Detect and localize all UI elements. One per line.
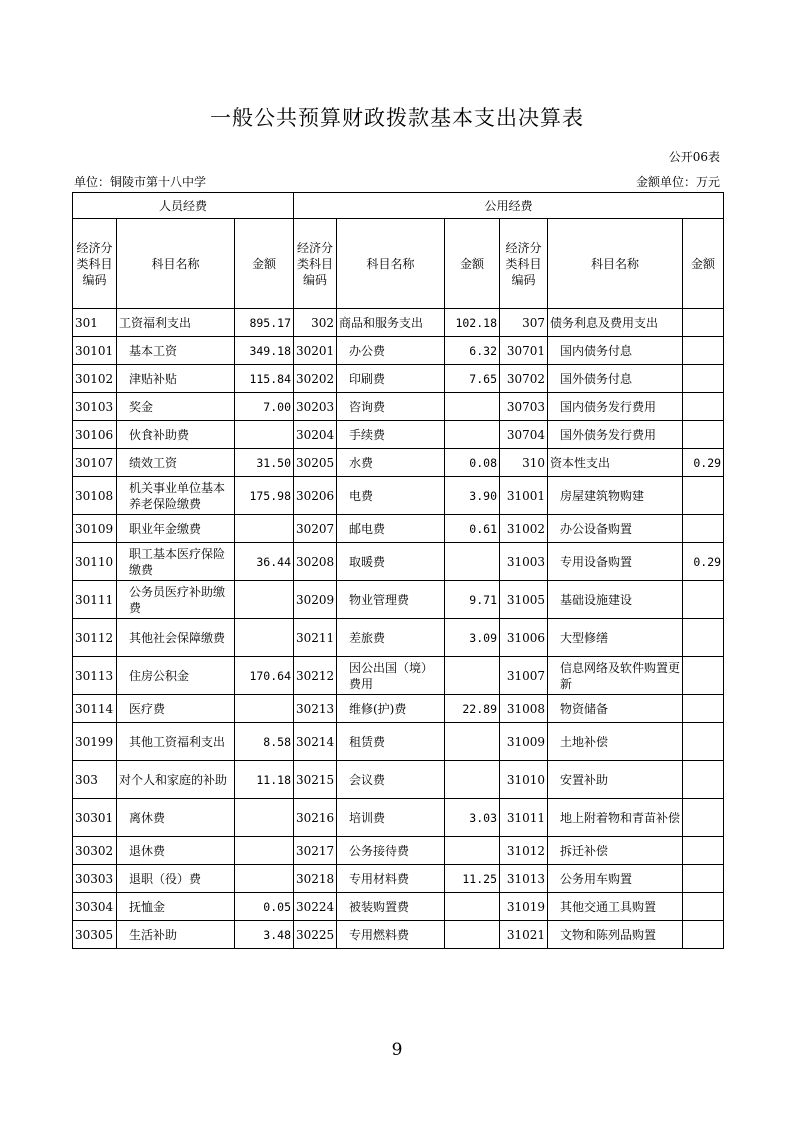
cell-code: 31003 xyxy=(500,543,548,581)
cell-amount xyxy=(235,865,294,893)
cell-name: 大型修缮 xyxy=(548,619,683,657)
cell-amount xyxy=(235,581,294,619)
cell-code: 31001 xyxy=(500,477,548,515)
cell-amount xyxy=(683,337,724,365)
cell-code: 30208 xyxy=(294,543,337,581)
cell-amount xyxy=(683,515,724,543)
cell-amount xyxy=(683,865,724,893)
cell-amount: 170.64 xyxy=(235,657,294,695)
cell-code: 31005 xyxy=(500,581,548,619)
cell-name: 手续费 xyxy=(337,421,445,449)
cell-amount xyxy=(235,799,294,837)
cell-code: 302 xyxy=(294,309,337,337)
cell-amount xyxy=(683,581,724,619)
cell-name: 抚恤金 xyxy=(117,893,235,921)
cell-amount: 0.61 xyxy=(445,515,500,543)
cell-amount: 0.29 xyxy=(683,449,724,477)
cell-amount xyxy=(683,695,724,723)
cell-amount xyxy=(683,393,724,421)
cell-amount xyxy=(445,421,500,449)
cell-amount xyxy=(683,309,724,337)
page-number: 9 xyxy=(391,1040,403,1060)
cell-amount: 0.29 xyxy=(683,543,724,581)
cell-name: 水费 xyxy=(337,449,445,477)
group-header-personnel: 人员经费 xyxy=(73,193,294,219)
table-row xyxy=(73,893,724,921)
money-unit-label: 金额单位：万元 xyxy=(635,175,720,189)
cell-name: 其他交通工具购置 xyxy=(548,893,683,921)
cell-amount xyxy=(683,477,724,515)
cell-amount xyxy=(445,723,500,761)
cell-amount xyxy=(683,723,724,761)
cell-name: 国外债务付息 xyxy=(548,365,683,393)
table-row xyxy=(73,799,724,837)
cell-amount: 3.03 xyxy=(445,799,500,837)
cell-amount: 115.84 xyxy=(235,365,294,393)
cell-code: 30701 xyxy=(500,337,548,365)
unit-label: 单位：铜陵市第十八中学 xyxy=(74,175,207,189)
table-row xyxy=(73,449,724,477)
cell-name: 电费 xyxy=(337,477,445,515)
cell-amount xyxy=(683,837,724,865)
cell-amount: 175.98 xyxy=(235,477,294,515)
cell-amount: 102.18 xyxy=(445,309,500,337)
cell-name: 机关事业单位基本养老保险缴费 xyxy=(117,477,235,515)
cell-name: 国内债务付息 xyxy=(548,337,683,365)
header-code: 经济分类科目编码 xyxy=(294,219,337,309)
cell-amount: 7.00 xyxy=(235,393,294,421)
cell-name: 基础设施建设 xyxy=(548,581,683,619)
cell-name: 维修(护)费 xyxy=(337,695,445,723)
cell-name: 退休费 xyxy=(117,837,235,865)
cell-name: 文物和陈列品购置 xyxy=(548,921,683,949)
cell-amount: 3.48 xyxy=(235,921,294,949)
cell-code: 30303 xyxy=(73,865,117,893)
cell-name: 印刷费 xyxy=(337,365,445,393)
cell-code: 30301 xyxy=(73,799,117,837)
cell-code: 30106 xyxy=(73,421,117,449)
cell-amount: 0.05 xyxy=(235,893,294,921)
header-amount: 金额 xyxy=(683,219,724,309)
cell-code: 31011 xyxy=(500,799,548,837)
cell-code: 30112 xyxy=(73,619,117,657)
cell-code: 30209 xyxy=(294,581,337,619)
cell-name: 津贴补贴 xyxy=(117,365,235,393)
cell-code: 30305 xyxy=(73,921,117,949)
cell-name: 住房公积金 xyxy=(117,657,235,695)
cell-code: 30111 xyxy=(73,581,117,619)
cell-amount xyxy=(445,893,500,921)
cell-amount xyxy=(445,543,500,581)
page-title: 一般公共预算财政拨款基本支出决算表 xyxy=(210,106,584,130)
table-row xyxy=(73,865,724,893)
cell-name: 国外债务发行费用 xyxy=(548,421,683,449)
cell-name: 土地补偿 xyxy=(548,723,683,761)
cell-amount: 8.58 xyxy=(235,723,294,761)
table-row xyxy=(73,723,724,761)
header-code: 经济分类科目编码 xyxy=(73,219,117,309)
cell-code: 307 xyxy=(500,309,548,337)
cell-amount xyxy=(445,393,500,421)
cell-code: 30113 xyxy=(73,657,117,695)
cell-amount xyxy=(683,421,724,449)
cell-code: 30107 xyxy=(73,449,117,477)
cell-name: 其他社会保障缴费 xyxy=(117,619,235,657)
cell-name: 商品和服务支出 xyxy=(337,309,445,337)
cell-amount xyxy=(683,657,724,695)
header-code: 经济分类科目编码 xyxy=(500,219,548,309)
cell-code: 30224 xyxy=(294,893,337,921)
cell-name: 公务接待费 xyxy=(337,837,445,865)
cell-amount xyxy=(683,761,724,799)
cell-name: 债务利息及费用支出 xyxy=(548,309,683,337)
table-row xyxy=(73,477,724,515)
cell-name: 物资储备 xyxy=(548,695,683,723)
cell-code: 30114 xyxy=(73,695,117,723)
table-row xyxy=(73,543,724,581)
cell-amount xyxy=(683,619,724,657)
cell-code: 31006 xyxy=(500,619,548,657)
cell-amount xyxy=(683,893,724,921)
cell-amount xyxy=(235,421,294,449)
header-name: 科目名称 xyxy=(117,219,235,309)
cell-name: 公务员医疗补助缴费 xyxy=(117,581,235,619)
cell-code: 30204 xyxy=(294,421,337,449)
cell-code: 31009 xyxy=(500,723,548,761)
cell-amount xyxy=(683,365,724,393)
cell-name: 伙食补助费 xyxy=(117,421,235,449)
cell-amount: 7.65 xyxy=(445,365,500,393)
cell-name: 差旅费 xyxy=(337,619,445,657)
cell-code: 30203 xyxy=(294,393,337,421)
table-row xyxy=(73,365,724,393)
cell-name: 物业管理费 xyxy=(337,581,445,619)
cell-amount xyxy=(235,515,294,543)
table-row xyxy=(73,581,724,619)
cell-code: 30703 xyxy=(500,393,548,421)
cell-code: 30215 xyxy=(294,761,337,799)
cell-name: 培训费 xyxy=(337,799,445,837)
cell-name: 公务用车购置 xyxy=(548,865,683,893)
cell-name: 被装购置费 xyxy=(337,893,445,921)
cell-name: 退职（役）费 xyxy=(117,865,235,893)
cell-name: 基本工资 xyxy=(117,337,235,365)
group-header-public: 公用经费 xyxy=(294,193,724,219)
cell-code: 30304 xyxy=(73,893,117,921)
table-row xyxy=(73,337,724,365)
table-row xyxy=(73,761,724,799)
cell-code: 30202 xyxy=(294,365,337,393)
cell-amount: 36.44 xyxy=(235,543,294,581)
cell-code: 31010 xyxy=(500,761,548,799)
cell-code: 30108 xyxy=(73,477,117,515)
cell-name: 办公设备购置 xyxy=(548,515,683,543)
table-row xyxy=(73,837,724,865)
cell-name: 租赁费 xyxy=(337,723,445,761)
cell-amount xyxy=(235,695,294,723)
cell-amount xyxy=(683,799,724,837)
cell-amount xyxy=(235,619,294,657)
header-amount: 金额 xyxy=(445,219,500,309)
cell-code: 30214 xyxy=(294,723,337,761)
form-number: 公开06表 xyxy=(668,150,720,164)
cell-amount xyxy=(683,921,724,949)
cell-amount: 11.18 xyxy=(235,761,294,799)
cell-amount: 9.71 xyxy=(445,581,500,619)
cell-code: 30205 xyxy=(294,449,337,477)
cell-amount xyxy=(445,921,500,949)
cell-code: 30225 xyxy=(294,921,337,949)
cell-amount xyxy=(235,837,294,865)
cell-name: 对个人和家庭的补助 xyxy=(117,761,235,799)
table-row xyxy=(73,921,724,949)
cell-name: 专用燃料费 xyxy=(337,921,445,949)
cell-amount: 31.50 xyxy=(235,449,294,477)
cell-name: 咨询费 xyxy=(337,393,445,421)
cell-amount xyxy=(445,837,500,865)
cell-name: 会议费 xyxy=(337,761,445,799)
header-name: 科目名称 xyxy=(548,219,683,309)
cell-name: 拆迁补偿 xyxy=(548,837,683,865)
cell-code: 30110 xyxy=(73,543,117,581)
table-row xyxy=(73,421,724,449)
cell-name: 离休费 xyxy=(117,799,235,837)
cell-code: 30213 xyxy=(294,695,337,723)
cell-code: 30302 xyxy=(73,837,117,865)
cell-name: 取暖费 xyxy=(337,543,445,581)
cell-code: 30702 xyxy=(500,365,548,393)
cell-name: 专用材料费 xyxy=(337,865,445,893)
cell-name: 因公出国（境）费用 xyxy=(337,657,445,695)
header-name: 科目名称 xyxy=(337,219,445,309)
cell-code: 31021 xyxy=(500,921,548,949)
cell-code: 30211 xyxy=(294,619,337,657)
cell-amount: 22.89 xyxy=(445,695,500,723)
cell-code: 30201 xyxy=(294,337,337,365)
cell-name: 其他工资福利支出 xyxy=(117,723,235,761)
table-row xyxy=(73,393,724,421)
cell-amount: 895.17 xyxy=(235,309,294,337)
header-amount: 金额 xyxy=(235,219,294,309)
cell-code: 31013 xyxy=(500,865,548,893)
cell-name: 生活补助 xyxy=(117,921,235,949)
cell-name: 邮电费 xyxy=(337,515,445,543)
cell-code: 31012 xyxy=(500,837,548,865)
cell-name: 医疗费 xyxy=(117,695,235,723)
cell-code: 30704 xyxy=(500,421,548,449)
cell-name: 办公费 xyxy=(337,337,445,365)
cell-amount: 11.25 xyxy=(445,865,500,893)
cell-code: 30217 xyxy=(294,837,337,865)
cell-amount xyxy=(445,657,500,695)
cell-code: 31019 xyxy=(500,893,548,921)
cell-amount xyxy=(445,761,500,799)
cell-code: 30212 xyxy=(294,657,337,695)
cell-code: 30207 xyxy=(294,515,337,543)
cell-name: 工资福利支出 xyxy=(117,309,235,337)
cell-name: 房屋建筑物购建 xyxy=(548,477,683,515)
cell-code: 310 xyxy=(500,449,548,477)
cell-name: 国内债务发行费用 xyxy=(548,393,683,421)
table-row xyxy=(73,695,724,723)
cell-amount: 0.08 xyxy=(445,449,500,477)
cell-name: 安置补助 xyxy=(548,761,683,799)
cell-code: 30216 xyxy=(294,799,337,837)
cell-name: 职工基本医疗保险缴费 xyxy=(117,543,235,581)
table-row xyxy=(73,309,724,337)
cell-code: 301 xyxy=(73,309,117,337)
table-row xyxy=(73,619,724,657)
cell-code: 30206 xyxy=(294,477,337,515)
cell-code: 30101 xyxy=(73,337,117,365)
cell-amount: 349.18 xyxy=(235,337,294,365)
cell-code: 30109 xyxy=(73,515,117,543)
cell-code: 30103 xyxy=(73,393,117,421)
cell-name: 专用设备购置 xyxy=(548,543,683,581)
cell-name: 信息网络及软件购置更新 xyxy=(548,657,683,695)
cell-code: 31007 xyxy=(500,657,548,695)
cell-name: 奖金 xyxy=(117,393,235,421)
cell-name: 地上附着物和青苗补偿 xyxy=(548,799,683,837)
expenditure-table xyxy=(72,192,724,949)
cell-name: 资本性支出 xyxy=(548,449,683,477)
cell-code: 30218 xyxy=(294,865,337,893)
cell-amount: 3.09 xyxy=(445,619,500,657)
cell-code: 303 xyxy=(73,761,117,799)
table-row xyxy=(73,657,724,695)
cell-code: 31002 xyxy=(500,515,548,543)
table-row xyxy=(73,515,724,543)
cell-code: 30199 xyxy=(73,723,117,761)
cell-code: 31008 xyxy=(500,695,548,723)
cell-name: 职业年金缴费 xyxy=(117,515,235,543)
cell-code: 30102 xyxy=(73,365,117,393)
cell-amount: 3.90 xyxy=(445,477,500,515)
cell-name: 绩效工资 xyxy=(117,449,235,477)
cell-amount: 6.32 xyxy=(445,337,500,365)
